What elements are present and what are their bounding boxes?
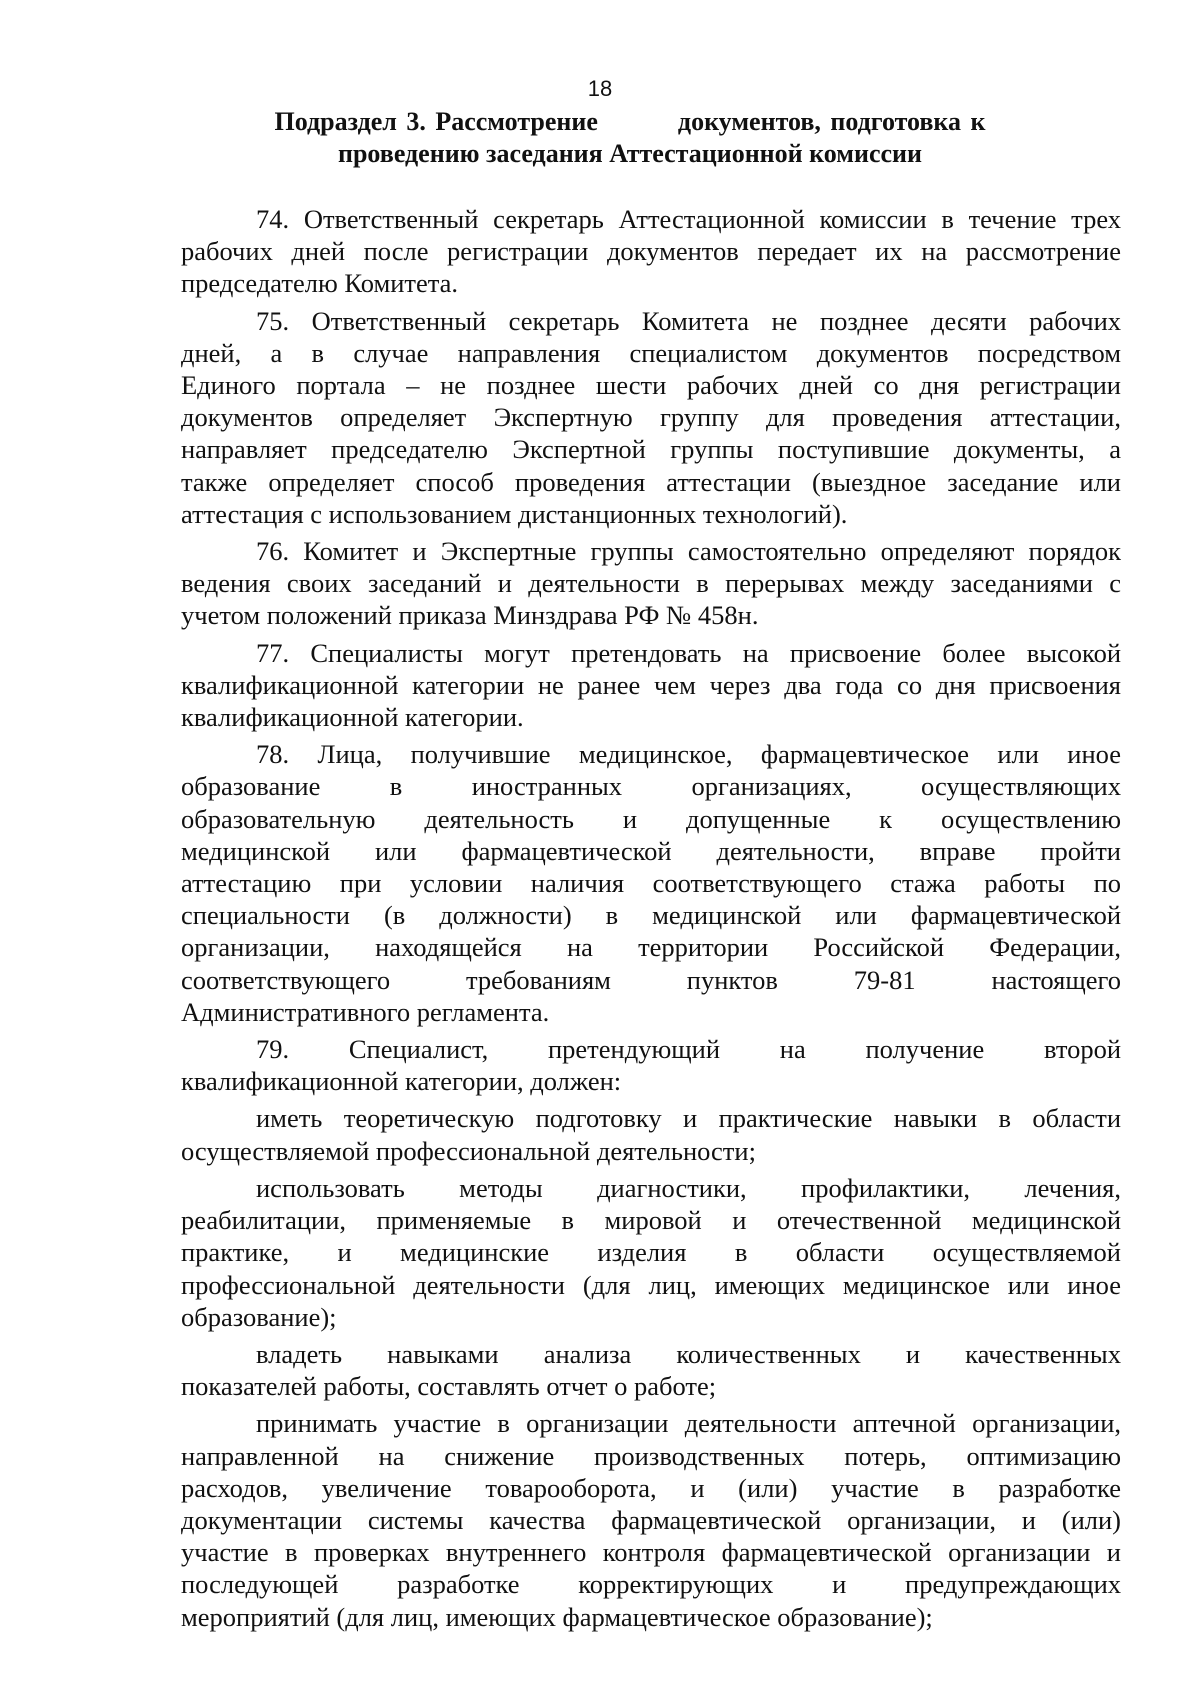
paragraph bbox=[181, 637, 1121, 734]
paragraph-line: принимать участие в организации деятельности аптечной организации, bbox=[256, 1408, 1121, 1439]
paragraph-line: документов определяет Экспертную группу для проведения аттестации, bbox=[181, 402, 1121, 433]
paragraph-line: направляет председателю Экспертной группы поступившие документы, а bbox=[181, 434, 1121, 465]
paragraph-line: расходов, увеличение товарооборота, и (или) участие в разработке bbox=[181, 1472, 1121, 1503]
paragraph bbox=[181, 535, 1121, 632]
paragraph bbox=[181, 1407, 1121, 1632]
paragraph-line: квалификационной категории. bbox=[181, 702, 524, 733]
paragraph-line: последующей разработке корректирующих и предупреждающих bbox=[181, 1569, 1121, 1600]
paragraph bbox=[181, 305, 1121, 530]
paragraph-line: направленной на снижение производственных потерь, оптимизацию bbox=[181, 1440, 1121, 1471]
paragraph-line: дней, а в случае направления специалистом документов посредством bbox=[181, 337, 1121, 368]
paragraph-line: реабилитации, применяемые в мировой и отечественной медицинской bbox=[181, 1205, 1121, 1236]
paragraph-line: 79. Специалист, претендующий на получение второй bbox=[256, 1034, 1121, 1065]
paragraph-line: документации системы качества фармацевтической организации, и (или) bbox=[181, 1504, 1121, 1535]
paragraph-line: 76. Комитет и Экспертные группы самостоятельно определяют порядок bbox=[256, 536, 1121, 567]
paragraph-line: медицинской или фармацевтической деятельности, вправе пройти bbox=[181, 835, 1121, 866]
paragraph-line: квалификационной категории не ранее чем через два года со дня присвоения bbox=[181, 669, 1121, 700]
paragraph-line: профессиональной деятельности (для лиц, имеющих медицинское или иное bbox=[181, 1269, 1121, 1300]
paragraph-line: показателей работы, составлять отчет о работе; bbox=[181, 1371, 717, 1402]
paragraph-line: иметь теоретическую подготовку и практические навыки в области bbox=[256, 1103, 1121, 1134]
paragraph-line: ведения своих заседаний и деятельности в перерывах между заседаниями с bbox=[181, 568, 1121, 599]
paragraph-line: Единого портала – не позднее шести рабочих дней со дня регистрации bbox=[181, 370, 1121, 401]
paragraph-line: мероприятий (для лиц, имеющих фармацевтическое образование); bbox=[181, 1601, 933, 1632]
paragraph-line: участие в проверках внутреннего контроля фармацевтической организации и bbox=[181, 1537, 1121, 1568]
heading-line-2: проведению заседания Аттестационной комиссии bbox=[337, 139, 923, 168]
paragraph-line: осуществляемой профессиональной деятельности; bbox=[181, 1135, 756, 1166]
paragraph-line: аттестацию при условии наличия соответствующего стажа работы по bbox=[181, 868, 1121, 899]
paragraph-line: организации, находящейся на территории Российской Федерации, bbox=[181, 932, 1121, 963]
paragraph-line: также определяет способ проведения аттестации (выездное заседание или bbox=[181, 466, 1121, 497]
paragraph-line: владеть навыками анализа количественных и качественных bbox=[256, 1338, 1121, 1369]
heading-line-1 bbox=[180, 106, 1080, 138]
paragraph-line: специальности (в должности) в медицинской или фармацевтической bbox=[181, 900, 1121, 931]
paragraph-line: образование); bbox=[181, 1301, 337, 1332]
paragraph-line: квалификационной категории, должен: bbox=[181, 1066, 622, 1097]
heading-line-1b: документов, подготовка к bbox=[677, 107, 986, 136]
heading-line-1a: Подраздел 3. Рассмотрение bbox=[274, 107, 598, 136]
page-number: 18 bbox=[587, 76, 613, 101]
paragraph-line: рабочих дней после регистрации документов передает их на рассмотрение bbox=[181, 236, 1121, 267]
paragraph bbox=[181, 1033, 1121, 1097]
paragraph-line: 75. Ответственный секретарь Комитета не позднее десяти рабочих bbox=[256, 305, 1121, 336]
paragraph-line: 78. Лица, получившие медицинское, фармацевтическое или иное bbox=[256, 739, 1121, 770]
paragraph-line: образовательную деятельность и допущенные к осуществлению bbox=[181, 803, 1121, 834]
paragraph bbox=[181, 1338, 1121, 1402]
paragraph-line: Административного регламента. bbox=[181, 996, 550, 1027]
paragraph bbox=[181, 1172, 1121, 1333]
section-heading bbox=[180, 106, 1080, 170]
paragraph bbox=[181, 203, 1121, 300]
paragraph-line: аттестация с использованием дистанционных технологий). bbox=[181, 498, 848, 529]
paragraph-line: образование в иностранных организациях, осуществляющих bbox=[181, 771, 1121, 802]
paragraph-line: 77. Специалисты могут претендовать на присвоение более высокой bbox=[256, 637, 1121, 668]
paragraph-line: учетом положений приказа Минздрава РФ № 458н. bbox=[181, 600, 759, 631]
paragraph-line: 74. Ответственный секретарь Аттестационной комиссии в течение трех bbox=[256, 204, 1121, 234]
paragraph-line: соответствующего требованиям пунктов 79-81 настоящего bbox=[181, 964, 1121, 995]
paragraph-line: председателю Комитета. bbox=[181, 268, 459, 299]
paragraph bbox=[181, 1102, 1121, 1166]
paragraph-line: практике, и медицинские изделия в области осуществляемой bbox=[181, 1237, 1121, 1268]
paragraph bbox=[181, 738, 1121, 1028]
paragraph-line: использовать методы диагностики, профилактики, лечения, bbox=[256, 1172, 1121, 1203]
document-body bbox=[181, 203, 1121, 1633]
